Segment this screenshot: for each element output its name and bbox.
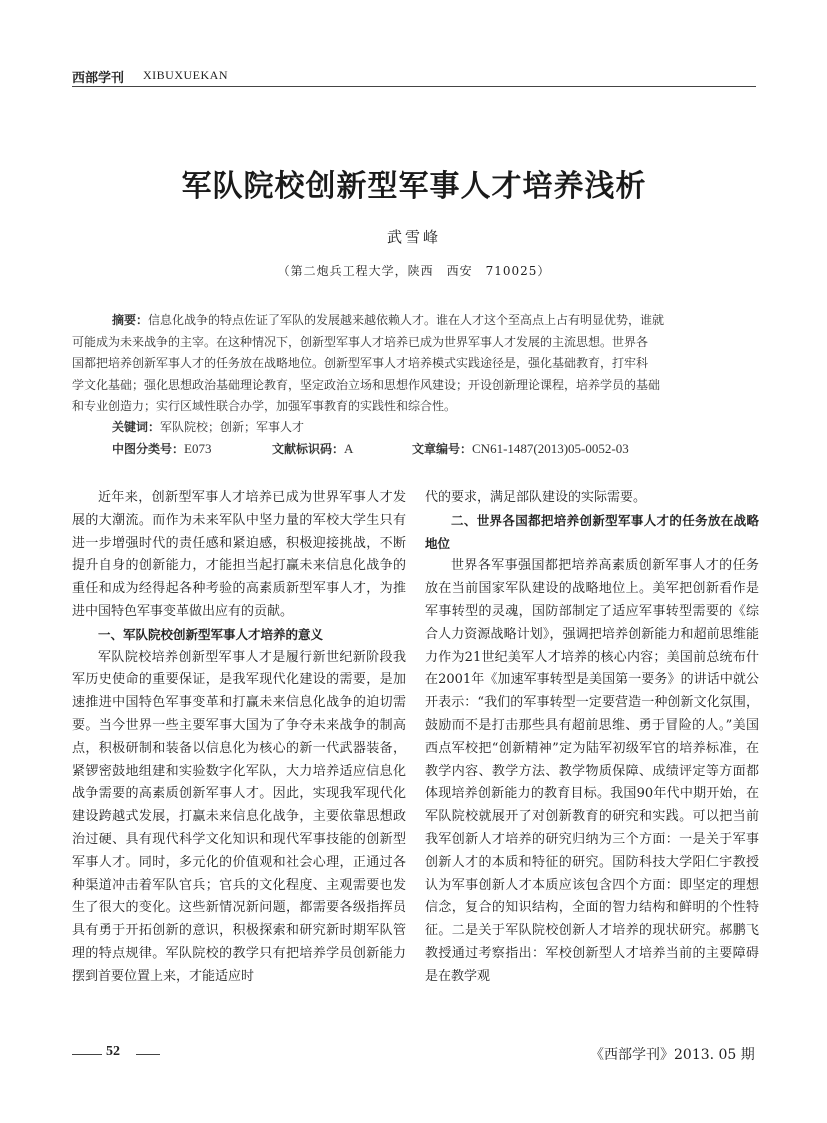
journal-pinyin: XIBUXUEKAN (143, 68, 228, 82)
keywords-value: 军队院校；创新；军事人才 (160, 420, 305, 434)
article-no-label: 文章编号： (412, 442, 473, 456)
header-divider (72, 86, 756, 87)
footer-divider-right (136, 1054, 160, 1055)
abstract-line-2: 可能成为未来战争的主宰。在这种情况下，创新型军事人才培养已成为世界军事人才发展的主流思想。世界各 (72, 334, 649, 349)
page-number: 52 (106, 1044, 120, 1059)
article-no-value: CN61-1487(2013)05-0052-03 (472, 441, 629, 456)
intro-paragraph: 近年来，创新型军事人才培养已成为世界军事人才发展的大潮流。而作为未来军队中坚力量的军校大学生只有进一步增强时代的责任感和紧迫感，积极迎接挑战，不断提升自身的创新能力，才能担当起打赢未来信息化战争的重任和成为经得起各种考验的高素质新型军事人才，为推进中国特色军事变革做出应有的贡献。 (72, 490, 406, 619)
footer-divider-left (72, 1054, 102, 1055)
abstract-line-5: 和专业创造力；实行区域性联合办学，加强军事教育的实践性和综合性。 (72, 399, 457, 413)
keywords (112, 418, 304, 435)
classification-number (112, 440, 211, 457)
abstract-line-1 (72, 310, 756, 332)
journal-issue: 《西部学刊》2013. 05 期 (590, 1047, 755, 1063)
abstract-line-4: 学文化基础；强化思想政治基础理论教育，坚定政治立场和思想作风建设；开设创新理论课程，培养学员的基础 (72, 377, 661, 392)
abstract (72, 310, 756, 418)
keywords-label: 关键词： (112, 420, 161, 434)
doc-code-value: A (344, 441, 354, 456)
section-1-heading: 一、军队院校创新型军事人才培养的意义 (98, 626, 324, 642)
body-column-right (425, 487, 759, 989)
author-affiliation: （第二炮兵工程大学，陕西 西安 710025） (277, 264, 551, 278)
classification-label: 中图分类号： (112, 442, 185, 456)
abstract-label: 摘要： (112, 313, 149, 327)
article-number (412, 440, 629, 457)
section-2-heading: 二、世界各国都把培养创新型军事人才的任务放在战略地位 (425, 512, 759, 551)
document-code (272, 440, 353, 457)
doc-code-label: 文献标识码： (272, 442, 345, 456)
journal-name: 西部学刊 (72, 71, 125, 86)
author-name: 武雪峰 (386, 228, 441, 246)
article-title: 军队院校创新型军事人才培养浅析 (181, 169, 647, 204)
body-column-left (72, 487, 406, 989)
section-1-paragraph: 军队院校培养创新型军事人才是履行新世纪新阶段我军历史使命的重要保证，是我军现代化建设的需要，是加速推进中国特色军事变革和打赢未来信息化战争的迫切需要。当今世界一些主要军事大国为了争夺未来战争的制高点，积极研制和装备以信息化为核心的新一代武器装备，紧锣密鼓地组建和实验数字化军队，大力培养适应信息化战争需要的高素质创新军事人才。因此，实现我军现代化建设跨越式发展，打赢未来信息化战争，主要依靠思想政治过硬、具有现代科学文化知识和现代军事技能的创新型军事人才。同时，多元化的价值观和社会心理，正通过各种渠道冲击着军队官兵；官兵的文化程度、主观需要也发生了很大的变化。这些新情况新问题，都需要各级指挥员具有勇于开拓创新的意识，积极探索和研究新时期军队管理的特点规律。军队院校的教学只有把培养学员创新能力摆到首要位置上来，才能适应时 (72, 649, 406, 984)
abstract-text: 信息化战争的特点佐证了军队的发展越来越依赖人才。谁在人才这个至高点上占有明显优势，谁就 (148, 313, 665, 327)
classification-value: E073 (184, 441, 212, 456)
continued-paragraph: 代的要求，满足部队建设的实际需要。 (425, 490, 647, 505)
section-2-paragraph: 世界各军事强国都把培养高素质创新军事人才的任务放在当前国家军队建设的战略地位上。美军把创新看作是军事转型的灵魂，国防部制定了适应军事转型需要的《综合人力资源战略计划》，强调把培养创新能力和超前思维能力作为21世纪美军人才培养的核心内容；美国前总统布什在2001年《加速军事转型是美国第一要务》的讲话中就公开表示：“我们的军事转型一定要营造一种创新文化氛围，鼓励而不是打击那些具有超前思维、勇于冒险的人。”美国西点军校把“创新精神”定为陆军初级军官的培养标准，在教学内容、教学方法、教学物质保障、成绩评定等方面都体现培养创新能力的教育目标。我国90年代中期开始，在军队院校就展开了对创新教育的研究和实践。可以把当前我军创新人才培养的研究归纳为三个方面：一是关于军事创新人才的本质和特征的研究。国防科技大学阳仁宇教授认为军事创新人才本质应该包含四个方面：即坚定的理想信念，复合的知识结构，全面的智力结构和鲜明的个性特征。二是关于军队院校创新人才培养的现状研究。郝鹏飞教授通过考察指出：军校创新型人才培养当前的主要障碍是在教学观 (425, 558, 759, 984)
abstract-line-3: 国都把培养创新军事人才的任务放在战略地位。创新型军事人才培养模式实践途径是，强化基础教育，打牢科 (72, 356, 649, 370)
